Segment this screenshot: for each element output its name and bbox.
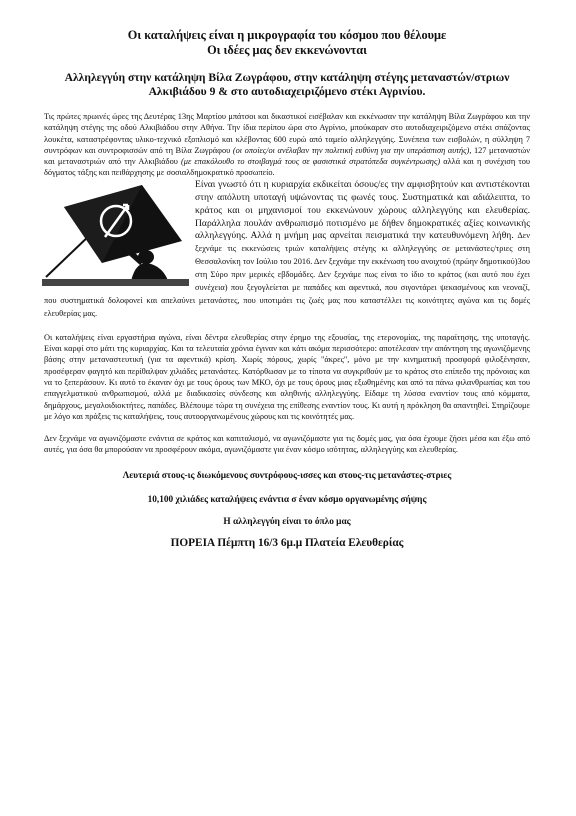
subtitle-line-1: Αλληλεγγύη στην κατάληψη Βίλα Ζωγράφου, στην κατάληψη στέγης μεταναστών/στριων xyxy=(64,71,510,84)
intro-italic-1: (οι οποίες/οι ανέλαβαν την πολιτική ευθύνη για την υπεράσπιση αυτής) xyxy=(232,145,470,155)
slogan-march: ΠΟΡΕΙΑ Πέμπτη 16/3 6μ.μ Πλατεία Ελευθερίας xyxy=(170,536,404,549)
slogan-3: Η αλληλεγγύη είναι το όπλο μας xyxy=(223,516,351,527)
slogan-2: 10,100 χιλιάδες καταλήψεις ενάντια σ έναν κόσμο οργανωμένης σήψης xyxy=(147,494,427,505)
section-flag-paragraph xyxy=(44,179,530,321)
section3-paragraph: Οι καταλήψεις είναι εργαστήρια αγώνα, είναι δέντρα ελευθερίας στην έρημο της εξουσίας, της ετερονομίας, της παραίτησης, της υποταγής. Είναι καρφί στο μάτι της κυριαρχίας. Και τα τελευταία χρόνια έγιναν και κάτι ακόμα περισσότερο: αποτέλεσαν την απάντηση της αγωνιζόμενης βάσης στην μεταναστευτική (για τα αφεντικά) κρίση. Χωρίς πόρους, χωρίς "άκρες", μόνο με την κινηματική προσφορά φιλοξένησαν, προσέφεραν φαγητό και περίθαλψαν χιλιάδες μετανάστες. Κατόρθωσαν με το τίποτα να συγκριθούν με το κράτος στο επίπεδο της πρόνοιας και να το ξεπεράσουν. Κι αυτό το έκαναν όχι με τους όρους των ΜΚΟ, όχι με τους όρους μιας εξωθημένης και από τα πάνω φιλανθρωπίας και του επαγγελματικού ανθρωπισμού, αλλά με διαδικασίες σύνδεσης και αληθινής αλληλεγγύης. Είδαμε τη λύσσα εναντίον τους από κόμματα, δημάρχους, μεγαλοιδιοκτήτες, παπάδες. Βλέπουμε τώρα τη συνέχεια της επίθεσης εναντίον τους. Κι αυτή η πρόκληση θα απαντηθεί. Στηρίζουμε με λόγο και πράξεις τις καταλήψεις, τους αυτοοργανωμένους χώρους και τις κοινότητές μας. xyxy=(44,332,530,421)
intro-text-3: αλλά και η συνέχιση του δόγματος τάξης και πειθάρχησης με σοσιαλδημοκρατικό προσωπείο. xyxy=(44,157,530,178)
flag-icon xyxy=(42,179,189,286)
flag-photo xyxy=(42,179,189,286)
section4-paragraph: Δεν ξεχνάμε να αγωνιζόμαστε ενάντια σε κράτος και καπιταλισμό, να αγωνιζόμαστε για τις δομές μας, για όσα έχουμε ζήσει μέσα και έξω από αυτές, για όσα θα μπορούσαν να προσφέρουν ακόμα, αγωνιζόμαστε για έναν κόσμο ισότητας, αλληλεγγύης και ελευθερίας. xyxy=(44,434,530,455)
slogan-1: Λευτεριά στους-ις διωκόμενους συντρόφους-ισσες και στους-τις μετανάστες-στριες xyxy=(122,470,452,481)
subtitle-line-2: Αλκιβιάδου 9 & στο αυτοδιαχειριζόμενο στέκι Αγρινίου. xyxy=(148,85,426,98)
section2-large-text: Είναι γνωστό ότι η κυριαρχία εκδικείται όσους/ες την αμφισβητούν και αντιστέκονται στην απόλυτη υποταγή υψώνοντας τις φωνές τους. Συστηματικά και αδιάλειπτα, το κράτος και οι μηχανισμοί του εκκενώνουν χώρους αλληλεγγύης και ελευθερίας. Παράλληλα πουλάν ανθρωπισμό ποτισμένο με δήθεν δημοκρατικές αξίες κοινωνικής αλληλεγγύης. Αλλά η μνήμη μας αρνείται πεισματικά την κατευθυνόμενη λήθη. xyxy=(195,178,530,242)
intro-italic-2: (με επακόλουθο το στοιβαγμά τους σε φασιστικά στρατόπεδα συγκέντρωσης) xyxy=(181,157,441,167)
title-line-2: Οι ιδέες μας δεν εκκενώνονται xyxy=(207,43,367,57)
section2-small-text: Δεν ξεχνάμε τις εκκενώσεις τριών καταλήψεις στέγης κι αλληλεγγύης σε μετανάστες/τριες στη Θεσσαλονίκη τον Ιούλιο του 2016. Δεν ξεχνάμε την εκκένωση του ανοιχτού (πρώην δημοτικού)3ου στη Σύρο πριν μερικές εβδομάδες. Δεν ξεχνάμε πως είναι το ίδιο το κράτος (και αυτό που έχει συνέχεια) που ξεγογλείεται με παπάδες και αφεντικά, που σιγοντάρει ψεκασμένους και νεοναζί, που συστηματικά δολοφονεί και απελαύνει μετανάστες, που υποτιμάει τις ζωές μας που καταστέλλει τις κοινότητες αγώνα και τις δομές ελευθερίας μας. xyxy=(44,231,530,318)
intro-paragraph xyxy=(44,111,530,179)
intro-text-1: Τις πρώτες πρωινές ώρες της Δευτέρας 13ης Μαρτίου μπάτσοι και δικαστικοί εισέβαλαν και εκκένωσαν την κατάληψη Βίλα Ζωγράφου και την κατάληψη στέγης της οδού Αλκιβιάδου στην Αθήνα. Την ίδια περίπου ώρα στο Αγρίνιο, μπούκαραν στο αυτοδιαχειριζόμενο στέκι σπάζοντας λουκέτα, καταστρέφοντας υλικο-τεχνικό εξοπλισμό και κλέβοντας 600 ευρώ από ταμείο αλληλεγγύης. Συνέπεια των εισβολών, η σύλληψη 7 συντρόφων και συντροφισσών από τη Βίλα Ζωγράφου xyxy=(44,112,530,155)
intro-text-2: , 127 μεταναστών και μεταναστριών από την Αλκιβιάδου xyxy=(44,145,530,167)
title-line-1: Οι καταλήψεις είναι η μικρογραφία του κόσμου που θέλουμε xyxy=(127,28,447,42)
